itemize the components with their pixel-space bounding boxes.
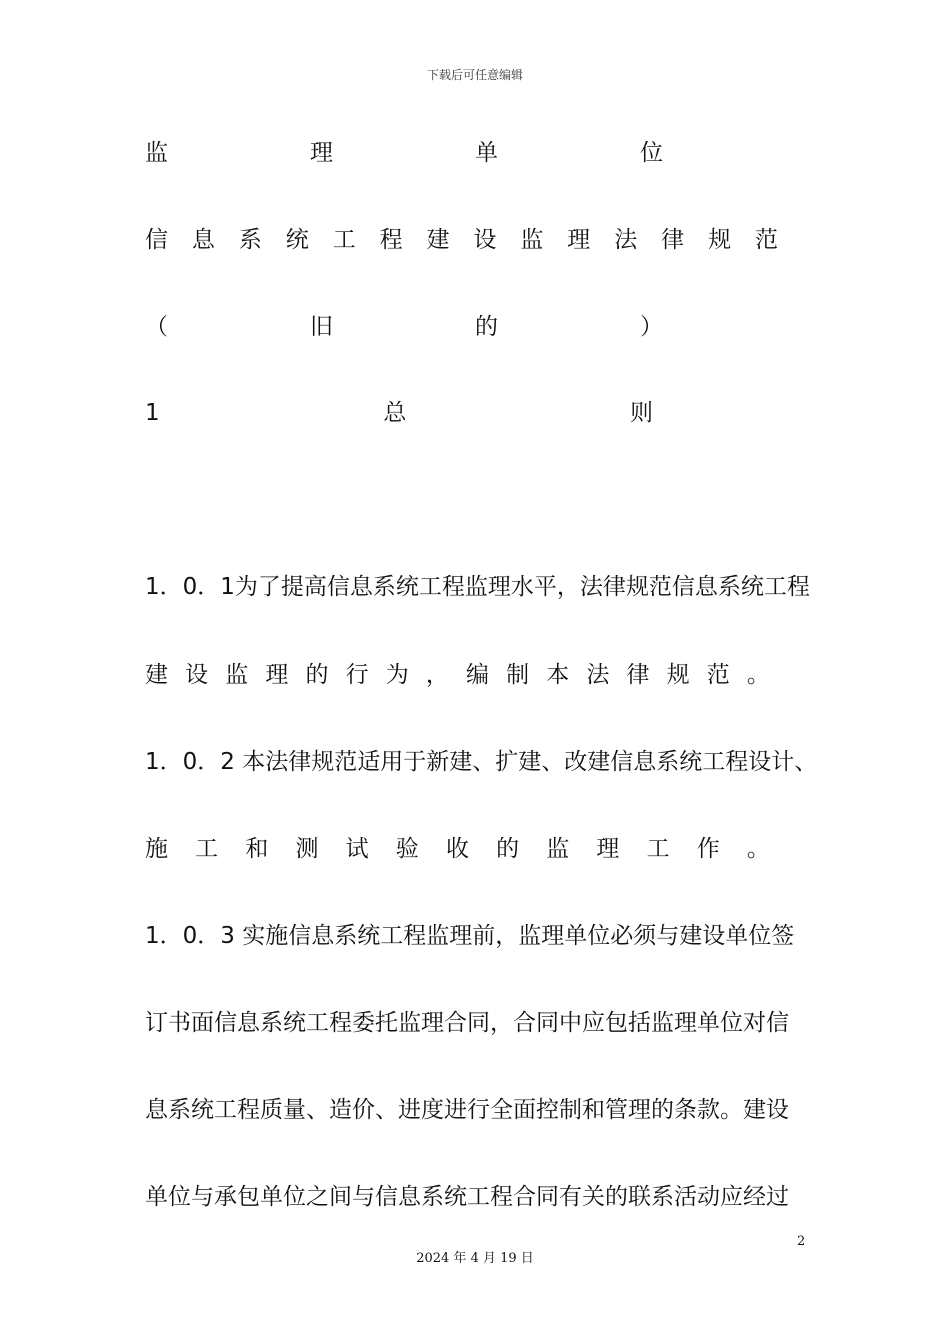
title-char: 工 bbox=[332, 227, 356, 253]
section-number: 1 bbox=[145, 400, 160, 426]
title-char: 建 bbox=[426, 227, 450, 253]
text-char: 验 bbox=[395, 836, 419, 862]
text-char: 行 bbox=[345, 662, 369, 688]
title-line-1 bbox=[145, 138, 663, 168]
text-char: 编 bbox=[466, 662, 489, 688]
title-char: 信 bbox=[145, 227, 168, 253]
title-char: 范 bbox=[754, 227, 778, 253]
text-char: 监 bbox=[546, 836, 570, 862]
footer-date: 2024 年 4 月 19 日 bbox=[416, 1251, 534, 1266]
text-char: 法 bbox=[586, 662, 610, 688]
title-char: 息 bbox=[191, 227, 215, 253]
text-char: 制 bbox=[506, 662, 530, 688]
text-char: 。 bbox=[746, 836, 770, 862]
paragraph-3-line-4: 单位与承包单位之间与信息系统工程合同有关的联系活动应经过 bbox=[145, 1184, 789, 1210]
title-char: 设 bbox=[473, 227, 497, 253]
title-char: 的 bbox=[475, 314, 498, 340]
text-char: 律 bbox=[626, 662, 650, 688]
paragraph-2-line-2 bbox=[145, 834, 770, 864]
title-char: 单 bbox=[475, 140, 498, 166]
title-char: 理 bbox=[310, 140, 333, 166]
text-char: 。 bbox=[746, 662, 770, 688]
title-char: 位 bbox=[640, 140, 663, 166]
text-char: 规 bbox=[666, 662, 690, 688]
text-char: 理 bbox=[265, 662, 289, 688]
title-char: ） bbox=[640, 314, 663, 340]
text-char: 的 bbox=[496, 836, 520, 862]
text-char: 为 bbox=[385, 662, 409, 688]
paragraph-1-line-1: 1．0．1为了提高信息系统工程监理水平，法律规范信息系统工程 bbox=[145, 574, 810, 600]
title-char: 统 bbox=[285, 227, 309, 253]
paragraph-3-line-1: 1．0．3 实施信息系统工程监理前，监理单位必须与建设单位签 bbox=[145, 923, 795, 949]
paragraph-2-line-1: 1．0．2 本法律规范适用于新建、扩建、改建信息系统工程设计、 bbox=[145, 749, 818, 775]
text-char: ， bbox=[425, 662, 449, 688]
text-char: 的 bbox=[305, 662, 329, 688]
title-char: 系 bbox=[238, 227, 262, 253]
text-char: 监 bbox=[225, 662, 249, 688]
text-char: 试 bbox=[345, 836, 369, 862]
text-char: 和 bbox=[245, 836, 269, 862]
text-char: 范 bbox=[706, 662, 730, 688]
title-char: 旧 bbox=[310, 314, 333, 340]
text-char: 作 bbox=[696, 836, 720, 862]
text-char: 工 bbox=[195, 836, 219, 862]
text-char: 本 bbox=[546, 662, 570, 688]
title-char: 理 bbox=[567, 227, 591, 253]
title-char: 监 bbox=[145, 140, 168, 166]
text-char: 施 bbox=[145, 836, 168, 862]
title-char: （ bbox=[145, 314, 168, 340]
section-heading bbox=[145, 398, 653, 428]
text-char: 设 bbox=[185, 662, 209, 688]
text-char: 工 bbox=[646, 836, 670, 862]
section-char: 则 bbox=[629, 400, 653, 426]
title-char: 律 bbox=[661, 227, 685, 253]
title-line-3 bbox=[145, 312, 663, 342]
paragraph-3-line-3: 息系统工程质量、造价、进度进行全面控制和管理的条款。建设 bbox=[145, 1097, 789, 1123]
text-char: 建 bbox=[145, 662, 168, 688]
title-char: 程 bbox=[379, 227, 403, 253]
paragraph-1-line-2 bbox=[145, 660, 770, 690]
page-header: 下载后可任意编辑 bbox=[426, 68, 523, 82]
title-char: 规 bbox=[708, 227, 732, 253]
title-char: 监 bbox=[520, 227, 544, 253]
text-char: 收 bbox=[445, 836, 469, 862]
section-char: 总 bbox=[383, 400, 407, 426]
text-char: 理 bbox=[596, 836, 620, 862]
text-char: 测 bbox=[295, 836, 319, 862]
page-number: 2 bbox=[797, 1234, 806, 1249]
paragraph-3-line-2: 订书面信息系统工程委托监理合同，合同中应包括监理单位对信 bbox=[145, 1010, 789, 1036]
title-char: 法 bbox=[614, 227, 638, 253]
title-line-2 bbox=[145, 225, 778, 255]
